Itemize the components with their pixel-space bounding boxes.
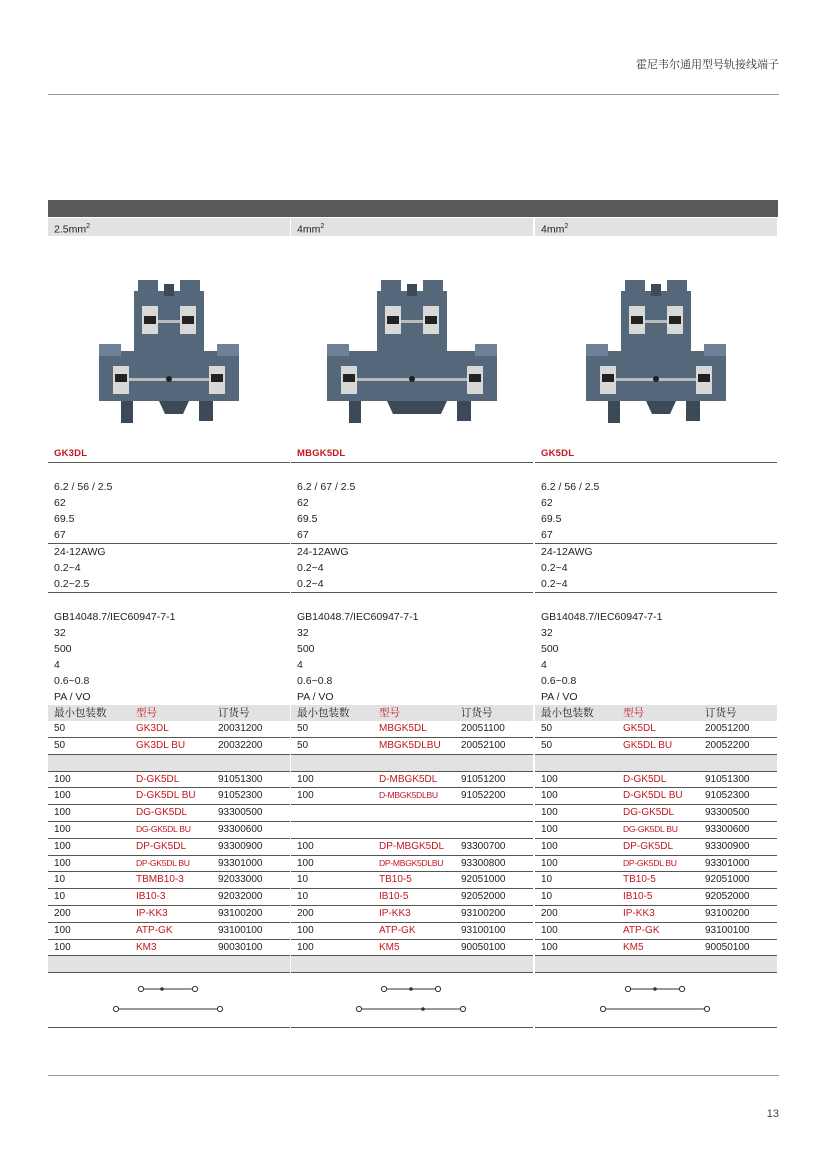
row-qty: 100 <box>297 840 314 852</box>
row-qty: 50 <box>297 723 309 734</box>
product-column <box>535 217 777 1028</box>
row-type: GK3DL <box>136 723 169 734</box>
row-qty: 100 <box>297 941 314 953</box>
row-qty: 50 <box>297 739 309 751</box>
spec-line: 500 <box>54 643 72 655</box>
row-order-no: 90030100 <box>218 941 263 953</box>
row-type: DP-GK5DL BU <box>623 857 677 868</box>
row-type: ATP-GK <box>623 924 660 936</box>
circuit-symbols <box>535 973 777 1028</box>
spec-line: 4 <box>541 659 547 671</box>
row-order-no: 20051100 <box>461 723 505 734</box>
table-row <box>535 872 777 889</box>
row-type: GK3DL BU <box>136 739 186 751</box>
circuit-symbols <box>291 973 533 1028</box>
circuit-symbol-icon <box>48 973 290 1027</box>
spec-line: 0.2~4 <box>291 576 533 593</box>
row-order-no: 93100200 <box>218 907 263 919</box>
row-order-no: 93300500 <box>218 807 263 819</box>
row-type: DP-GK5DL BU <box>136 857 190 868</box>
row-qty: 10 <box>541 891 553 903</box>
header-order-no: 订货号 <box>218 707 250 719</box>
spec-line: 62 <box>54 497 66 509</box>
row-type: GK5DL <box>623 723 656 734</box>
table-row <box>535 839 777 856</box>
row-type: D-GK5DL BU <box>136 790 196 802</box>
spec-line: 4 <box>297 659 303 671</box>
spec-line: 0.6~0.8 <box>54 675 90 687</box>
table-row <box>48 906 290 923</box>
spec-line: 4 <box>54 659 60 671</box>
row-type: MBGK5DLBU <box>379 739 441 751</box>
row-type: TB10-5 <box>623 874 656 886</box>
row-type: D-GK5DL <box>623 773 667 785</box>
row-order-no: 91051300 <box>705 773 750 785</box>
row-order-no: 93300900 <box>218 840 263 852</box>
wire-size-band <box>291 217 533 236</box>
row-qty: 100 <box>54 773 71 785</box>
table-row <box>291 772 533 789</box>
row-qty <box>291 822 379 838</box>
header-divider <box>48 94 779 95</box>
spec-line: 69.5 <box>54 513 75 525</box>
circuit-symbol-icon <box>535 973 777 1027</box>
table-row <box>291 738 533 755</box>
row-qty: 50 <box>541 723 553 734</box>
table-row <box>291 805 533 822</box>
table-row <box>48 738 290 755</box>
circuit-symbol-icon <box>291 973 533 1027</box>
table-row <box>535 721 777 738</box>
spec-line: 69.5 <box>541 513 562 525</box>
row-qty: 50 <box>54 723 66 734</box>
terminal-block-image <box>48 256 290 436</box>
row-qty: 200 <box>54 907 71 919</box>
symbol-band <box>535 956 777 973</box>
table-row <box>48 772 290 789</box>
table-row <box>291 839 533 856</box>
spec-line: 0.6~0.8 <box>297 675 333 687</box>
row-order-no: 20032200 <box>218 739 263 751</box>
header-order-no: 订货号 <box>461 707 493 719</box>
row-order-no: 20052100 <box>461 739 506 751</box>
section-dark-bar <box>48 200 778 217</box>
row-qty: 100 <box>541 823 558 835</box>
row-qty: 100 <box>54 924 71 936</box>
row-qty: 100 <box>297 773 314 785</box>
spec-line: 500 <box>297 643 315 655</box>
row-type <box>379 822 461 838</box>
spec-line: 0.2~4 <box>541 562 568 574</box>
wire-size: 4mm <box>541 223 565 236</box>
table-row <box>48 872 290 889</box>
spec-line: 6.2 / 67 / 2.5 <box>297 481 356 493</box>
table-row <box>535 788 777 805</box>
order-table-header <box>48 705 290 721</box>
page-number: 13 <box>766 1108 779 1120</box>
row-qty: 100 <box>541 941 558 953</box>
spec-line: 69.5 <box>297 513 318 525</box>
spacer <box>48 593 290 609</box>
product-image-area <box>535 236 777 446</box>
spec-line: 62 <box>297 497 309 509</box>
table-row <box>535 738 777 755</box>
row-order-no: 92032000 <box>218 891 263 903</box>
row-qty: 100 <box>54 807 71 819</box>
product-column <box>48 217 290 1028</box>
row-qty: 100 <box>54 823 71 835</box>
row-order-no: 93100100 <box>461 924 506 936</box>
row-type: D-MBGK5DL <box>379 773 438 785</box>
table-row <box>535 822 777 839</box>
row-type: TB10-5 <box>379 874 412 886</box>
spec-line: GB14048.7/IEC60947-7-1 <box>297 611 419 623</box>
symbol-band <box>48 956 290 973</box>
row-order-no: 90050100 <box>705 941 750 953</box>
row-type: TBMB10-3 <box>136 874 184 886</box>
row-order-no: 93301000 <box>218 857 263 869</box>
wire-size-band <box>48 217 290 236</box>
row-type: IB10-5 <box>623 891 653 903</box>
row-qty: 10 <box>297 874 309 886</box>
row-order-no: 91051300 <box>218 773 263 785</box>
row-type: D-GK5DL BU <box>623 790 683 802</box>
row-type: ATP-GK <box>379 924 416 936</box>
row-type: IP-KK3 <box>623 907 655 919</box>
spec-line: 32 <box>541 627 553 639</box>
row-order-no: 91052300 <box>705 790 750 802</box>
row-order-no: 93100100 <box>705 924 750 936</box>
row-order-no: 92052000 <box>705 891 750 903</box>
table-row <box>291 940 533 957</box>
table-row <box>48 721 290 738</box>
table-row <box>48 822 290 839</box>
row-order-no: 90050100 <box>461 941 506 953</box>
table-row <box>291 856 533 873</box>
row-type: IP-KK3 <box>379 907 411 919</box>
row-qty: 100 <box>297 857 314 869</box>
row-order-no: 93301000 <box>705 857 750 869</box>
table-row <box>291 721 533 738</box>
row-type: D-GK5DL <box>136 773 180 785</box>
row-qty: 100 <box>541 840 558 852</box>
header-min-qty: 最小包装数 <box>541 707 594 719</box>
row-order-no: 20052200 <box>705 739 750 751</box>
spec-block <box>291 463 533 705</box>
spec-line: 32 <box>297 627 309 639</box>
table-row <box>291 788 533 805</box>
spec-line: 24-12AWG <box>54 546 106 558</box>
row-order-no: 92052000 <box>461 891 506 903</box>
spec-line: 0.2~4 <box>535 576 777 593</box>
spacer <box>535 593 777 609</box>
row-qty: 100 <box>541 924 558 936</box>
row-type <box>379 805 461 821</box>
wire-size-band <box>535 217 777 236</box>
product-image-area <box>291 236 533 446</box>
symbol-band <box>291 956 533 973</box>
header-min-qty: 最小包装数 <box>54 707 107 719</box>
row-qty: 200 <box>541 907 558 919</box>
product-image-area <box>48 236 290 446</box>
table-row <box>291 822 533 839</box>
spec-block <box>48 463 290 705</box>
row-type: DP-MBGK5DL <box>379 840 445 852</box>
row-qty: 100 <box>541 790 558 802</box>
row-order-no <box>461 805 533 821</box>
row-type: DP-GK5DL <box>136 840 187 852</box>
row-order-no: 92051000 <box>461 874 506 886</box>
circuit-symbols <box>48 973 290 1028</box>
row-order-no: 93100200 <box>461 907 506 919</box>
row-qty: 100 <box>54 790 71 802</box>
row-qty: 100 <box>54 840 71 852</box>
row-qty: 100 <box>541 773 558 785</box>
wire-size-superscript: 2 <box>320 223 325 230</box>
row-type: IB10-3 <box>136 891 166 903</box>
spec-line: PA / VO <box>297 691 334 703</box>
row-type: D-MBGK5DLBU <box>379 790 438 801</box>
spec-line: PA / VO <box>541 691 578 703</box>
spec-line: 67 <box>291 527 533 544</box>
table-row <box>535 772 777 789</box>
spec-line: GB14048.7/IEC60947-7-1 <box>541 611 663 623</box>
row-order-no: 93300600 <box>218 823 263 835</box>
terminal-block-image <box>291 256 533 436</box>
row-order-no: 20031200 <box>218 723 263 734</box>
row-type: DP-MBGK5DLBU <box>379 857 444 868</box>
table-row <box>48 940 290 957</box>
row-type: MBGK5DL <box>379 723 427 734</box>
row-order-no: 91052200 <box>461 790 506 802</box>
spec-line: 6.2 / 56 / 2.5 <box>54 481 113 493</box>
spec-line: 0.6~0.8 <box>541 675 577 687</box>
table-row <box>535 923 777 940</box>
row-qty: 10 <box>297 891 309 903</box>
spec-line: 24-12AWG <box>297 546 349 558</box>
table-row <box>48 839 290 856</box>
row-type: IP-KK3 <box>136 907 168 919</box>
terminal-block-image <box>535 256 777 436</box>
spec-line: 62 <box>541 497 553 509</box>
row-qty: 100 <box>541 807 558 819</box>
spec-line: 0.2~4 <box>297 562 324 574</box>
row-type: DG-GK5DL <box>623 807 675 819</box>
spec-line: 6.2 / 56 / 2.5 <box>541 481 600 493</box>
row-type: DG-GK5DL <box>136 807 188 819</box>
row-qty: 50 <box>541 739 553 751</box>
wire-size: 2.5mm <box>54 223 87 236</box>
table-row <box>535 940 777 957</box>
row-order-no: 93300500 <box>705 807 750 819</box>
row-order-no: 92051000 <box>705 874 750 886</box>
model-name: MBGK5DL <box>291 446 533 463</box>
accessories-band <box>48 755 290 772</box>
row-type: ATP-GK <box>136 924 173 936</box>
accessories-band <box>535 755 777 772</box>
spec-line: 0.2~4 <box>54 562 81 574</box>
row-type: DG-GK5DL BU <box>136 823 191 834</box>
model-name: GK3DL <box>48 446 290 463</box>
order-table-header <box>535 705 777 721</box>
table-row <box>535 889 777 906</box>
row-order-no <box>461 822 533 838</box>
row-qty: 100 <box>297 790 314 802</box>
order-table-header <box>291 705 533 721</box>
row-qty: 10 <box>54 874 66 886</box>
spec-line: 0.2~2.5 <box>48 576 290 593</box>
table-row <box>291 889 533 906</box>
row-type: DG-GK5DL BU <box>623 823 678 834</box>
row-qty: 50 <box>54 739 66 751</box>
row-order-no: 91051200 <box>461 773 506 785</box>
row-type: KM5 <box>379 941 400 953</box>
table-row <box>535 856 777 873</box>
row-qty: 10 <box>54 891 66 903</box>
row-order-no: 93300600 <box>705 823 750 835</box>
page-header-title: 霍尼韦尔通用型号轨接线端子 <box>636 59 779 71</box>
accessories-band <box>291 755 533 772</box>
row-qty: 10 <box>541 874 553 886</box>
table-row <box>291 923 533 940</box>
spec-line: 24-12AWG <box>541 546 593 558</box>
row-type: GK5DL BU <box>623 739 673 751</box>
table-row <box>48 923 290 940</box>
header-type: 型号 <box>379 707 400 719</box>
wire-size-superscript: 2 <box>86 223 90 230</box>
spec-line: 67 <box>535 527 777 544</box>
row-order-no: 20051200 <box>705 723 750 734</box>
table-row <box>291 906 533 923</box>
row-order-no: 92033000 <box>218 874 263 886</box>
header-type: 型号 <box>136 707 157 719</box>
table-row <box>48 889 290 906</box>
table-row <box>535 805 777 822</box>
row-order-no: 93100200 <box>705 907 750 919</box>
table-row <box>291 872 533 889</box>
row-qty: 100 <box>297 924 314 936</box>
row-qty: 100 <box>54 941 71 953</box>
table-row <box>48 805 290 822</box>
spec-line: 32 <box>54 627 66 639</box>
row-order-no: 93300700 <box>461 840 506 852</box>
wire-size: 4mm <box>297 223 321 236</box>
wire-size-superscript: 2 <box>564 223 569 230</box>
row-type: KM5 <box>623 941 644 953</box>
row-order-no: 93300800 <box>461 857 506 869</box>
product-column <box>291 217 533 1028</box>
row-order-no: 91052300 <box>218 790 263 802</box>
footer-divider <box>48 1075 779 1076</box>
table-row <box>48 788 290 805</box>
spec-block <box>535 463 777 705</box>
row-type: IB10-5 <box>379 891 409 903</box>
spec-line: 67 <box>48 527 290 544</box>
row-order-no: 93100100 <box>218 924 263 936</box>
row-qty: 100 <box>541 857 558 869</box>
spec-line: PA / VO <box>54 691 91 703</box>
row-type: DP-GK5DL <box>623 840 674 852</box>
spacer <box>291 593 533 609</box>
spec-line: GB14048.7/IEC60947-7-1 <box>54 611 176 623</box>
table-row <box>535 906 777 923</box>
header-min-qty: 最小包装数 <box>297 707 350 719</box>
row-qty: 100 <box>54 857 71 869</box>
row-type: KM3 <box>136 941 157 953</box>
row-qty: 200 <box>297 907 314 919</box>
model-name: GK5DL <box>535 446 777 463</box>
header-type: 型号 <box>623 707 644 719</box>
header-order-no: 订货号 <box>705 707 737 719</box>
table-row <box>48 856 290 873</box>
row-qty <box>291 805 379 821</box>
row-order-no: 93300900 <box>705 840 750 852</box>
spec-line: 500 <box>541 643 559 655</box>
